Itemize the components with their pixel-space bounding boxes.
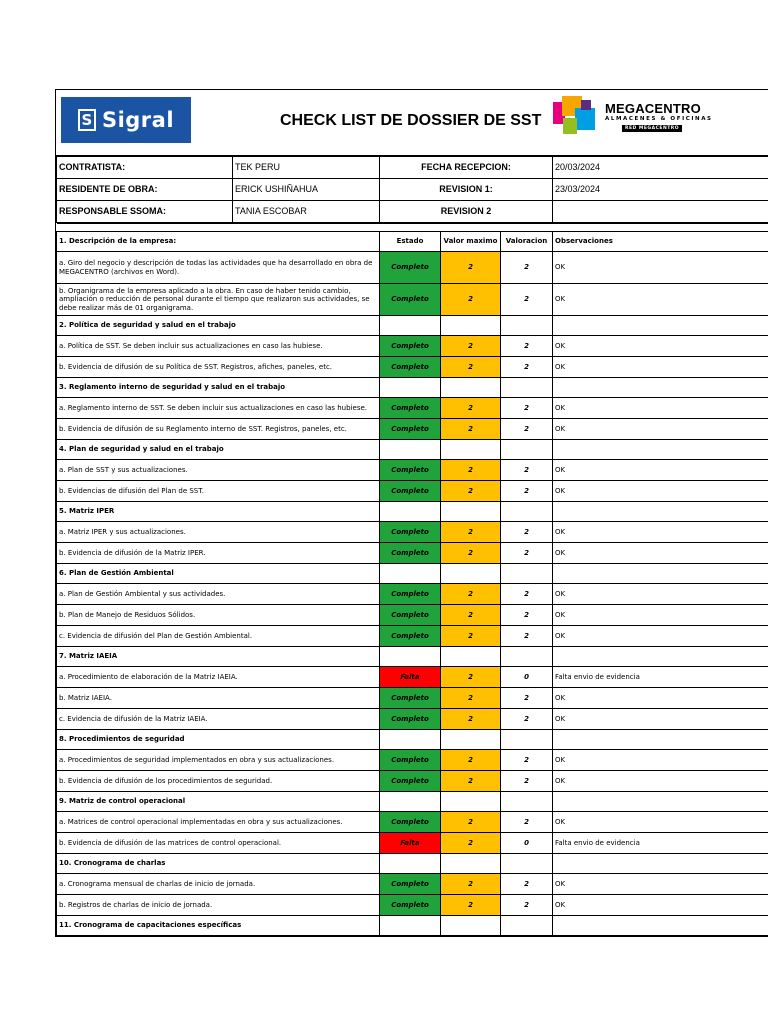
table-row xyxy=(57,481,768,502)
observation: OK xyxy=(553,626,768,647)
max-value: 2 xyxy=(441,874,501,895)
contratista-label: CONTRATISTA: xyxy=(57,157,233,179)
observation: OK xyxy=(553,357,768,378)
column-header-estado: Estado xyxy=(380,232,441,252)
checklist-body xyxy=(57,224,768,936)
status-badge: Completo xyxy=(380,812,441,833)
max-value: 2 xyxy=(441,626,501,647)
sigral-logo xyxy=(61,97,191,143)
score-value: 2 xyxy=(501,522,553,543)
score-value: 2 xyxy=(501,605,553,626)
column-header-valor-maximo: Valor maximo xyxy=(441,232,501,252)
residente-label: RESIDENTE DE OBRA: xyxy=(57,179,233,201)
table-row xyxy=(57,336,768,357)
empty-cell xyxy=(441,916,501,936)
table-row xyxy=(57,667,768,688)
observation: OK xyxy=(553,812,768,833)
empty-cell xyxy=(441,440,501,460)
empty-cell xyxy=(380,854,441,874)
empty-cell xyxy=(441,378,501,398)
table-row xyxy=(57,812,768,833)
status-badge: Completo xyxy=(380,522,441,543)
observation: OK xyxy=(553,709,768,730)
score-value: 2 xyxy=(501,284,553,316)
status-badge: Completo xyxy=(380,750,441,771)
max-value: 2 xyxy=(441,336,501,357)
table-row xyxy=(57,284,768,316)
section-row xyxy=(57,730,768,750)
info-row xyxy=(57,157,768,179)
spacer-row xyxy=(57,224,768,232)
contratista-value: TEK PERU xyxy=(233,157,380,179)
logo-block xyxy=(575,108,595,130)
empty-cell xyxy=(380,647,441,667)
item-description: a. Cronograma mensual de charlas de inicio de jornada. xyxy=(57,874,380,895)
empty-cell xyxy=(501,378,553,398)
empty-cell xyxy=(553,916,768,936)
table-row xyxy=(57,252,768,284)
section-row xyxy=(57,232,768,252)
item-description: a. Procedimiento de elaboración de la Matriz IAEIA. xyxy=(57,667,380,688)
empty-cell xyxy=(441,792,501,812)
score-value: 2 xyxy=(501,543,553,564)
max-value: 2 xyxy=(441,543,501,564)
item-description: b. Evidencia de difusión de su Reglamento interno de SST. Registros, paneles, etc. xyxy=(57,419,380,440)
observation: OK xyxy=(553,584,768,605)
empty-cell xyxy=(380,440,441,460)
item-description: a. Reglamento interno de SST. Se deben incluir sus actualizaciones en caso las hubiese. xyxy=(57,398,380,419)
item-description: c. Evidencia de difusión de la Matriz IAEIA. xyxy=(57,709,380,730)
table-row xyxy=(57,750,768,771)
status-badge: Completo xyxy=(380,543,441,564)
item-description: a. Giro del negocio y descripción de todas las actividades que ha desarrollado en obra de MEGACENTRO (archivos en Word). xyxy=(57,252,380,284)
megacentro-logo xyxy=(553,96,723,140)
table-row xyxy=(57,709,768,730)
revision2-label: REVISION 2 xyxy=(380,201,553,223)
item-description: a. Plan de Gestión Ambiental y sus actividades. xyxy=(57,584,380,605)
score-value: 2 xyxy=(501,481,553,502)
score-value: 2 xyxy=(501,895,553,916)
observation: Falta envio de evidencia xyxy=(553,833,768,854)
score-value: 2 xyxy=(501,336,553,357)
observation: OK xyxy=(553,543,768,564)
section-title: 8. Procedimientos de seguridad xyxy=(57,730,380,750)
table-row xyxy=(57,605,768,626)
status-badge: Completo xyxy=(380,398,441,419)
empty-cell xyxy=(441,730,501,750)
empty-cell xyxy=(501,316,553,336)
observation: OK xyxy=(553,419,768,440)
empty-cell xyxy=(553,647,768,667)
megacentro-network: RED MEGACENTRO xyxy=(622,125,682,132)
empty-cell xyxy=(380,730,441,750)
table-row xyxy=(57,874,768,895)
table-row xyxy=(57,895,768,916)
observation: OK xyxy=(553,284,768,316)
item-description: b. Evidencia de difusión de su Política de SST. Registros, afiches, paneles, etc. xyxy=(57,357,380,378)
status-badge: Falta xyxy=(380,833,441,854)
megacentro-subtitle: ALMACENES & OFICINAS xyxy=(605,116,713,122)
empty-cell xyxy=(441,854,501,874)
info-row xyxy=(57,179,768,201)
section-row xyxy=(57,378,768,398)
table-row xyxy=(57,398,768,419)
empty-cell xyxy=(501,564,553,584)
section-title: 11. Cronograma de capacitaciones específicas xyxy=(57,916,380,936)
revision1-value: 23/03/2024 xyxy=(553,179,768,201)
max-value: 2 xyxy=(441,522,501,543)
table-row xyxy=(57,357,768,378)
sheet-header xyxy=(56,90,768,156)
empty-cell xyxy=(501,502,553,522)
score-value: 2 xyxy=(501,460,553,481)
status-badge: Completo xyxy=(380,688,441,709)
section-title: 1. Descripción de la empresa: xyxy=(57,232,380,252)
score-value: 2 xyxy=(501,398,553,419)
status-badge: Completo xyxy=(380,252,441,284)
section-title: 10. Cronograma de charlas xyxy=(57,854,380,874)
status-badge: Completo xyxy=(380,874,441,895)
score-value: 2 xyxy=(501,584,553,605)
score-value: 0 xyxy=(501,667,553,688)
empty-cell xyxy=(441,502,501,522)
observation: OK xyxy=(553,481,768,502)
item-description: a. Plan de SST y sus actualizaciones. xyxy=(57,460,380,481)
item-description: c. Evidencia de difusión del Plan de Gestión Ambiental. xyxy=(57,626,380,647)
status-badge: Completo xyxy=(380,357,441,378)
score-value: 2 xyxy=(501,357,553,378)
observation: OK xyxy=(553,771,768,792)
status-badge: Completo xyxy=(380,895,441,916)
item-description: b. Plan de Manejo de Residuos Sólidos. xyxy=(57,605,380,626)
empty-cell xyxy=(553,792,768,812)
observation: OK xyxy=(553,688,768,709)
section-title: 9. Matriz de control operacional xyxy=(57,792,380,812)
score-value: 0 xyxy=(501,833,553,854)
empty-cell xyxy=(380,916,441,936)
empty-cell xyxy=(441,316,501,336)
page-title: CHECK LIST DE DOSSIER DE SST xyxy=(280,112,542,129)
observation: OK xyxy=(553,605,768,626)
item-description: b. Evidencia de difusión de los procedimientos de seguridad. xyxy=(57,771,380,792)
max-value: 2 xyxy=(441,709,501,730)
status-badge: Completo xyxy=(380,605,441,626)
empty-cell xyxy=(553,502,768,522)
max-value: 2 xyxy=(441,833,501,854)
observation: OK xyxy=(553,750,768,771)
observation: OK xyxy=(553,336,768,357)
score-value: 2 xyxy=(501,812,553,833)
empty-cell xyxy=(501,792,553,812)
checklist-sheet xyxy=(55,89,768,937)
table-row xyxy=(57,543,768,564)
section-title: 7. Matriz IAEIA xyxy=(57,647,380,667)
item-description: a. Matriz IPER y sus actualizaciones. xyxy=(57,522,380,543)
table-row xyxy=(57,419,768,440)
empty-cell xyxy=(441,564,501,584)
responsable-value: TANIA ESCOBAR xyxy=(233,201,380,223)
sigral-logo-text: Sigral xyxy=(101,108,175,132)
checklist-table xyxy=(56,223,768,936)
status-badge: Falta xyxy=(380,667,441,688)
status-badge: Completo xyxy=(380,626,441,647)
empty-cell xyxy=(553,440,768,460)
item-description: b. Evidencia de difusión de las matrices de control operacional. xyxy=(57,833,380,854)
empty-cell xyxy=(501,730,553,750)
item-description: b. Matriz IAEIA. xyxy=(57,688,380,709)
max-value: 2 xyxy=(441,688,501,709)
status-badge: Completo xyxy=(380,771,441,792)
item-description: a. Procedimientos de seguridad implementados en obra y sus actualizaciones. xyxy=(57,750,380,771)
empty-cell xyxy=(501,854,553,874)
max-value: 2 xyxy=(441,605,501,626)
column-header-observaciones: Observaciones xyxy=(553,232,768,252)
logo-block xyxy=(563,118,577,134)
table-row xyxy=(57,522,768,543)
item-description: b. Evidencias de difusión del Plan de SST. xyxy=(57,481,380,502)
responsable-label: RESPONSABLE SSOMA: xyxy=(57,201,233,223)
residente-value: ERICK USHIÑAHUA xyxy=(233,179,380,201)
item-description: b. Registros de charlas de inicio de jornada. xyxy=(57,895,380,916)
section-row xyxy=(57,792,768,812)
section-row xyxy=(57,564,768,584)
table-row xyxy=(57,460,768,481)
table-row xyxy=(57,771,768,792)
max-value: 2 xyxy=(441,895,501,916)
score-value: 2 xyxy=(501,419,553,440)
item-description: b. Organigrama de la empresa aplicado a la obra. En caso de haber tenido cambio, ampliación o reducción de personal durante el tiempo que realizaron sus actividades, se debe realizar más de 01 organigrama. xyxy=(57,284,380,316)
info-row xyxy=(57,201,768,223)
table-row xyxy=(57,584,768,605)
info-table xyxy=(56,156,768,223)
score-value: 2 xyxy=(501,709,553,730)
empty-cell xyxy=(380,316,441,336)
status-badge: Completo xyxy=(380,481,441,502)
observation: OK xyxy=(553,398,768,419)
section-row xyxy=(57,440,768,460)
max-value: 2 xyxy=(441,398,501,419)
section-row xyxy=(57,316,768,336)
max-value: 2 xyxy=(441,771,501,792)
revision1-label: REVISION 1: xyxy=(380,179,553,201)
score-value: 2 xyxy=(501,252,553,284)
score-value: 2 xyxy=(501,750,553,771)
score-value: 2 xyxy=(501,771,553,792)
max-value: 2 xyxy=(441,419,501,440)
max-value: 2 xyxy=(441,750,501,771)
empty-cell xyxy=(501,647,553,667)
empty-cell xyxy=(501,916,553,936)
max-value: 2 xyxy=(441,481,501,502)
logo-block xyxy=(581,100,591,110)
section-row xyxy=(57,854,768,874)
status-badge: Completo xyxy=(380,284,441,316)
empty-cell xyxy=(553,564,768,584)
observation: OK xyxy=(553,895,768,916)
max-value: 2 xyxy=(441,357,501,378)
empty-cell xyxy=(380,378,441,398)
section-row xyxy=(57,647,768,667)
empty-cell xyxy=(553,854,768,874)
item-description: a. Política de SST. Se deben incluir sus actualizaciones en caso las hubiese. xyxy=(57,336,380,357)
section-row xyxy=(57,916,768,936)
revision2-value xyxy=(553,201,768,223)
score-value: 2 xyxy=(501,626,553,647)
max-value: 2 xyxy=(441,667,501,688)
section-title: 6. Plan de Gestión Ambiental xyxy=(57,564,380,584)
max-value: 2 xyxy=(441,284,501,316)
table-row xyxy=(57,688,768,709)
table-row xyxy=(57,626,768,647)
item-description: a. Matrices de control operacional implementadas en obra y sus actualizaciones. xyxy=(57,812,380,833)
item-description: b. Evidencia de difusión de la Matriz IPER. xyxy=(57,543,380,564)
observation: OK xyxy=(553,460,768,481)
empty-cell xyxy=(441,647,501,667)
empty-cell xyxy=(380,502,441,522)
status-badge: Completo xyxy=(380,460,441,481)
empty-cell xyxy=(501,440,553,460)
empty-cell xyxy=(553,378,768,398)
table-row xyxy=(57,833,768,854)
column-header-valoracion: Valoracion xyxy=(501,232,553,252)
status-badge: Completo xyxy=(380,419,441,440)
max-value: 2 xyxy=(441,460,501,481)
empty-cell xyxy=(380,564,441,584)
status-badge: Completo xyxy=(380,709,441,730)
max-value: 2 xyxy=(441,812,501,833)
max-value: 2 xyxy=(441,584,501,605)
fecha-recepcion-label: FECHA RECEPCION: xyxy=(380,157,553,179)
status-badge: Completo xyxy=(380,336,441,357)
megacentro-name: MEGACENTRO xyxy=(605,101,701,116)
observation: Falta envio de evidencia xyxy=(553,667,768,688)
fecha-recepcion-value: 20/03/2024 xyxy=(553,157,768,179)
section-title: 3. Reglamento interno de seguridad y salud en el trabajo xyxy=(57,378,380,398)
empty-cell xyxy=(553,730,768,750)
section-title: 5. Matriz IPER xyxy=(57,502,380,522)
score-value: 2 xyxy=(501,688,553,709)
section-title: 2. Política de seguridad y salud en el trabajo xyxy=(57,316,380,336)
observation: OK xyxy=(553,522,768,543)
score-value: 2 xyxy=(501,874,553,895)
section-row xyxy=(57,502,768,522)
observation: OK xyxy=(553,252,768,284)
observation: OK xyxy=(553,874,768,895)
empty-cell xyxy=(380,792,441,812)
status-badge: Completo xyxy=(380,584,441,605)
section-title: 4. Plan de seguridad y salud en el trabajo xyxy=(57,440,380,460)
sigral-logo-mark: S xyxy=(78,109,96,131)
max-value: 2 xyxy=(441,252,501,284)
empty-cell xyxy=(553,316,768,336)
